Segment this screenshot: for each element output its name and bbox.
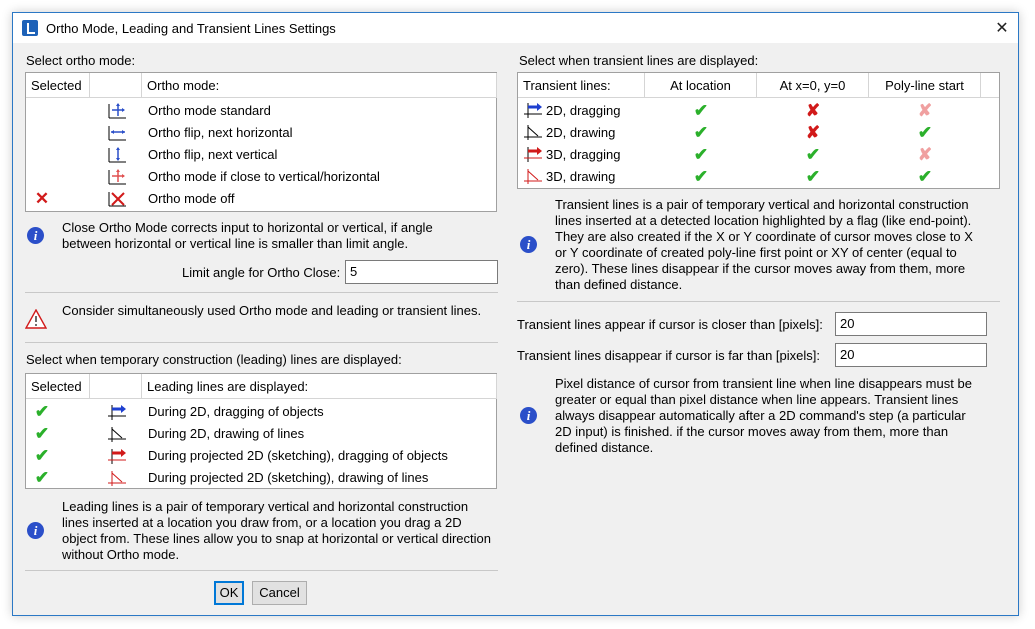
cancel-button[interactable]: Cancel: [252, 581, 307, 605]
disappear-distance-label: Transient lines disappear if cursor is far than [pixels]:: [517, 348, 820, 363]
check-icon[interactable]: ✔: [917, 167, 933, 186]
leading-row-label: During projected 2D (sketching), dragging of objects: [148, 448, 448, 463]
appear-distance-label: Transient lines appear if cursor is closer than [pixels]:: [517, 317, 823, 332]
ortho-row-off[interactable]: [26, 188, 496, 210]
col-leading-lines[interactable]: Leading lines are displayed:: [142, 374, 497, 399]
transient-section-label: Select when transient lines are displayed:: [519, 53, 759, 68]
cross-icon[interactable]: ✘: [917, 145, 933, 164]
ortho-table-header: [26, 73, 496, 98]
col-icon[interactable]: [90, 374, 142, 399]
ortho-row-flip-horizontal[interactable]: [26, 122, 496, 144]
check-icon[interactable]: ✔: [693, 101, 709, 120]
col-selected[interactable]: Selected: [26, 374, 90, 399]
col-icon[interactable]: [90, 73, 142, 98]
app-icon: [22, 20, 38, 36]
transient-row-label: 3D, dragging: [546, 147, 621, 162]
transient-row-3d-dragging[interactable]: [518, 144, 999, 166]
transient-lines-table[interactable]: [517, 72, 1000, 189]
check-icon[interactable]: ✔: [805, 167, 821, 186]
drag-2d-icon: [522, 101, 544, 119]
cross-icon[interactable]: ✘: [917, 101, 933, 120]
limit-angle-input[interactable]: 5: [345, 260, 498, 284]
check-icon[interactable]: ✔: [34, 402, 50, 421]
check-icon[interactable]: ✔: [693, 167, 709, 186]
ortho-off-icon: [106, 190, 128, 208]
transient-row-label: 3D, drawing: [546, 169, 616, 184]
transient-row-2d-dragging[interactable]: [518, 100, 999, 122]
ortho-mode-table[interactable]: [25, 72, 497, 212]
leading-section-label: Select when temporary construction (leading) lines are displayed:: [26, 352, 402, 367]
cross-icon[interactable]: ✘: [805, 101, 821, 120]
close-button[interactable]: [986, 13, 1018, 43]
col-at-location[interactable]: At location: [645, 73, 757, 98]
draw-3d-icon: [106, 469, 128, 487]
ortho-mode-label: Ortho mode if close to vertical/horizontal: [148, 169, 380, 184]
draw-2d-icon: [106, 425, 128, 443]
check-icon[interactable]: ✔: [34, 424, 50, 443]
leading-table-header: [26, 374, 496, 399]
leading-row-2d-dragging[interactable]: [26, 401, 496, 423]
transient-table-header: [518, 73, 999, 98]
check-icon[interactable]: ✔: [917, 123, 933, 142]
check-icon[interactable]: ✔: [34, 446, 50, 465]
col-transient-lines[interactable]: Transient lines:: [518, 73, 645, 98]
info-icon: i: [27, 522, 44, 539]
ortho-mode-label: Ortho mode standard: [148, 103, 271, 118]
transient-info-text: Transient lines is a pair of temporary vertical and horizontal construction lines inserted at a detected location highlighted by a flag (like end-point). They are also created if the X or Y coordinate of cursor moves close to X or Y coordinate of created poly-line first point or XY of center (equal to zero). These lines disappear if the cursor moves away from them, more than defined distance.: [555, 197, 973, 292]
info-icon: i: [27, 227, 44, 244]
selected-cross-icon: ✕: [34, 189, 50, 208]
window-title: Ortho Mode, Leading and Transient Lines Settings: [46, 20, 336, 36]
disappear-distance-input[interactable]: 20: [835, 343, 987, 367]
divider: [517, 301, 1000, 302]
drag-3d-icon: [106, 447, 128, 465]
close-icon: ✕: [995, 20, 1009, 37]
distance-info-text: Pixel distance of cursor from transient line when line disappears must be greater or equal than pixel distance when line appears. Transient lines always disappear automatically after a 2D command's step (a particular 2D input) is finished. if the cursor moves away from them, more than defined distance.: [555, 376, 972, 455]
leading-row-label: During 2D, dragging of objects: [148, 404, 324, 419]
ortho-section-label: Select ortho mode:: [26, 53, 136, 68]
cross-icon[interactable]: ✘: [805, 123, 821, 142]
drag-3d-icon: [522, 145, 544, 163]
leading-row-label: During 2D, drawing of lines: [148, 426, 305, 441]
settings-dialog: [12, 12, 1019, 616]
ortho-row-standard[interactable]: [26, 100, 496, 122]
transient-row-label: 2D, drawing: [546, 125, 616, 140]
ortho-close-icon: [106, 168, 128, 186]
appear-distance-input[interactable]: 20: [835, 312, 987, 336]
ortho-standard-icon: [106, 102, 128, 120]
check-icon[interactable]: ✔: [693, 145, 709, 164]
col-polyline-start[interactable]: Poly-line start: [869, 73, 981, 98]
ortho-mode-label: Ortho mode off: [148, 191, 235, 206]
leading-row-2d-drawing[interactable]: [26, 423, 496, 445]
ortho-mode-label: Ortho flip, next vertical: [148, 147, 278, 162]
leading-lines-table[interactable]: [25, 373, 497, 489]
check-icon[interactable]: ✔: [805, 145, 821, 164]
divider: [25, 342, 498, 343]
divider: [25, 570, 498, 571]
leading-row-3d-drawing[interactable]: [26, 467, 496, 489]
title-bar: [13, 13, 1018, 43]
check-icon[interactable]: ✔: [693, 123, 709, 142]
divider: [25, 292, 498, 293]
ortho-mode-label: Ortho flip, next horizontal: [148, 125, 293, 140]
leading-row-label: During projected 2D (sketching), drawing of lines: [148, 470, 429, 485]
ortho-flip-horizontal-icon: [106, 124, 128, 142]
ortho-row-close[interactable]: [26, 166, 496, 188]
transient-row-label: 2D, dragging: [546, 103, 621, 118]
leading-row-3d-dragging[interactable]: [26, 445, 496, 467]
draw-2d-icon: [522, 123, 544, 141]
check-icon[interactable]: ✔: [34, 468, 50, 487]
info-icon: i: [520, 407, 537, 424]
info-icon: i: [520, 236, 537, 253]
draw-3d-icon: [522, 167, 544, 185]
leading-info-text: Leading lines is a pair of temporary vertical and horizontal construction lines inserted at a location you draw from, or a location you drag a 2D object from. These lines allow you to snap at horizontal or vertical direction without Ortho mode.: [62, 499, 491, 562]
transient-row-3d-drawing[interactable]: [518, 166, 999, 188]
drag-2d-icon: [106, 403, 128, 421]
ortho-flip-vertical-icon: [106, 146, 128, 164]
limit-angle-label: Limit angle for Ortho Close:: [182, 265, 341, 280]
transient-row-2d-drawing[interactable]: [518, 122, 999, 144]
ortho-warning-text: Consider simultaneously used Ortho mode and leading or transient lines.: [62, 303, 482, 318]
ok-button[interactable]: OK: [214, 581, 244, 605]
col-selected[interactable]: Selected: [26, 73, 90, 98]
col-ortho-mode[interactable]: Ortho mode:: [142, 73, 497, 98]
col-at-origin[interactable]: At x=0, y=0: [757, 73, 869, 98]
warning-icon: [25, 309, 47, 329]
ortho-close-info-text: Close Ortho Mode corrects input to horizontal or vertical, if angle between horizontal or vertical line is smaller than limit angle.: [62, 220, 433, 251]
ortho-row-flip-vertical[interactable]: [26, 144, 496, 166]
